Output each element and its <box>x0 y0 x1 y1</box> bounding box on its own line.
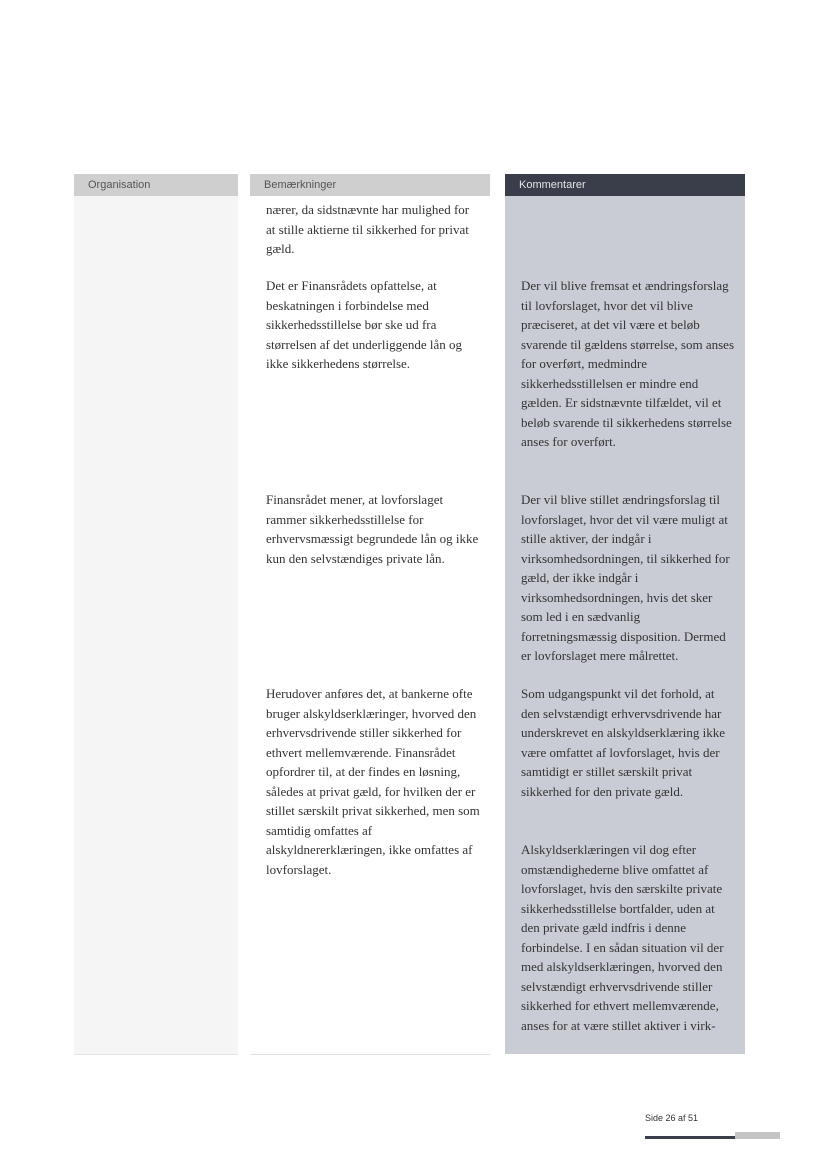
column-kommentarer <box>505 174 745 1054</box>
kommentar-paragraph: Der vil blive stillet ændringsforslag til lovforslaget, hvor det vil være muligt at stille aktiver, der indgår i virksomhedsordningen, til sikkerhed for gæld, der ikke indgår i virksomhedsordningen, hvis det sker som led i en sædvanlig forretningsmæssig disposition. Dermed er lovforslaget mere målrettet. <box>521 492 730 663</box>
header-kommentarer: Kommentarer <box>505 174 745 196</box>
bemaerkning-paragraph: Herudover anføres det, at bankerne ofte bruger alskyldserklæringer, hvorved den erhvervsdrivende stiller sikkerhed for ethvert mellemværende. Finansrådet opfordrer til, at der findes en løsning, således at privat gæld, for hvilken der er stillet særskilt privat sikkerhed, men som samtidig omfattes af alskyldnererklæringen, ikke omfattes af lovforslaget. <box>266 686 480 877</box>
header-organisation: Organisation <box>74 174 238 196</box>
column-organisation <box>74 174 238 1055</box>
bemaerkning-paragraph: Det er Finansrådets opfattelse, at beskatningen i forbindelse med sikkerhedsstillelse bør ske ud fra størrelsen af det underliggende lån og ikke sikkerhedens størrelse. <box>266 278 463 371</box>
footer-rule-dark <box>645 1136 735 1139</box>
kommentar-paragraph: Som udgangspunkt vil det forhold, at den selvstændigt erhvervsdrivende har underskrevet en alskyldserklæring ikke være omfattet af lovforslaget, hvis der samtidigt er stillet særskilt privat sikkerhed for den private gæld. <box>521 686 725 799</box>
footer-rule-light <box>735 1132 780 1139</box>
header-bemaerkninger: Bemærkninger <box>250 174 490 196</box>
page-number: Side 26 af 51 <box>645 1113 699 1123</box>
kommentar-paragraph: Der vil blive fremsat et ændringsforslag til lovforslaget, hvor det vil blive præciseret, at det vil være et beløb svarende til gældens størrelse, som anses for overført, medmindre sikkerhedsstillelsen er mindre end gælden. Er sidstnævnte tilfældet, vil et beløb svarende til sikkerhedens størrelse anses for overført. <box>521 278 735 449</box>
kommentar-paragraph: Alskyldserklæringen vil dog efter omstændighederne blive omfattet af lovforslaget, hvis den særskilte private sikkerhedsstillelse bortfalder, uden at den private gæld indfris i denne forbindelse. I en sådan situation vil der med alskyldserklæringen, hvorved den selvstændigt erhvervsdrivende stiller sikkerhed for ethvert mellemværende, anses for at være stillet aktiver i virk- <box>521 842 724 1033</box>
column-bemaerkninger <box>250 174 490 1055</box>
bemaerkning-paragraph: Finansrådet mener, at lovforslaget rammer sikkerhedsstillelse for erhvervsmæssigt begrundede lån og ikke kun den selvstændiges private lån. <box>266 492 479 566</box>
bemaerkning-paragraph: nærer, da sidstnævnte har mulighed for at stille aktierne til sikkerhed for privat gæld. <box>266 202 470 256</box>
